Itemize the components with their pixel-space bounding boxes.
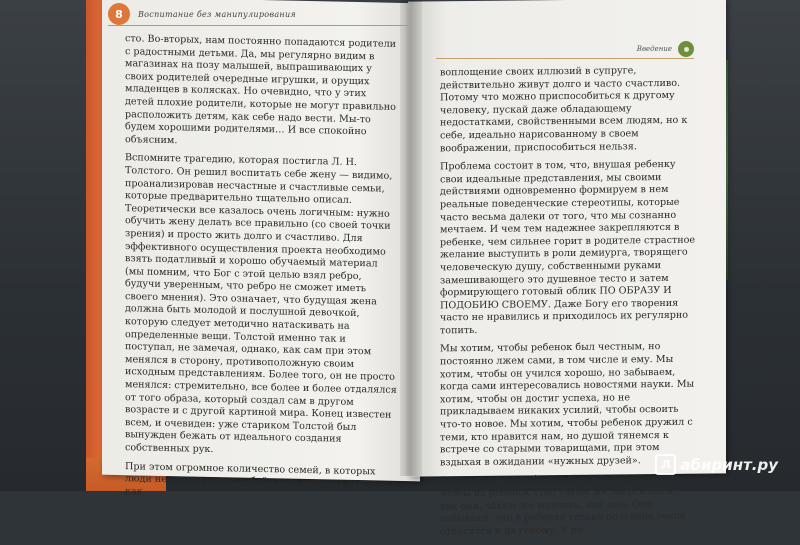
- watermark: [655, 454, 778, 475]
- paragraph: Мы хотим, чтобы ребенок был честным, но постоянно лжем сами, в том числе и ему. Мы хотим, чтобы он учился хорошо, но забываем, когда сами интересовались новостями науки. Мы хотим, чтобы он достиг успеха, но не прикладываем никаких усилий, чтобы освоить что-то новое. Мы хотим, чтобы ребенок дружил с теми, кто нравится нам, но душой тянемся к встрече со старыми товарищами, при этом вздыхая в ожидании «нужных друзей».: [440, 341, 695, 469]
- watermark-text: абиринт.ру: [680, 455, 778, 474]
- book-gutter: [400, 0, 422, 476]
- watermark-logo-icon: Л: [655, 454, 676, 475]
- paragraph: Проблема состоит в том, что, внушая ребенку свои идеальные представления, мы своими действиями одновременно формируем в нем реальные поведенческие стереотипы, которые часто весьма далеки от того, что мы сознанно мечтаем. И чем тем надежнее закрепляются в ребенке, чем сильнее горит в родителе страстное желание выступить в роли демиурга, творящего человеческую душу, собственными руками замешивающего это душевное тесто и затем формирующего готовый облик ПО ОБРАЗУ И ПОДОБИЮ СВОЕМУ. Даже Богу его творения часто не нравились и приходилось их регулярно топить.: [440, 159, 696, 337]
- section-label: Введение: [636, 45, 672, 53]
- paragraph: воплощение своих иллюзий в супруге, действительно живут долго и часто счастливо. Потому что можно приспособиться к другому человеку, пускай даже обладающему недостатками, свойственными всем людям, но к себе, идеально нарисованному в своем воображении, приспособиться нельзя.: [440, 65, 688, 154]
- left-page-header: [108, 3, 408, 26]
- paragraph: сто. Во-вторых, нам постоянно попадаются родители с радостными детьми. Да, мы регулярно видим в магазинах на позу малышей, выпрашивающих у своих родителей очередные игрушки, и орущих младенцев в колясках. Но очевидно, что у этих детей плохие родители, которые не могут правильно расположить детям, как себе надо вести. Мы-то будем хорошими родителями… И все спокойно объясним.: [125, 33, 397, 146]
- paragraph: Есть и вторая проблема. Часто родители хотят, чтобы их ребенок стал таким же энергичным, как они, таким же волевым, как они. Они забывают, что в ребенке только половина генов относится к их геному. У ре-: [440, 473, 686, 538]
- page-marker-icon: [678, 41, 694, 57]
- page-number-badge: 8: [108, 3, 130, 25]
- paragraph: При этом огромное количество семей, в которых люди не ставят перед собой столь высоких задач, как: [125, 460, 379, 498]
- right-page-header: [436, 40, 694, 59]
- paragraph: Вспомните трагедию, которая постигла Л. Н. Толстого. Он решил воспитать себе жену — видимо, проанализировав несчастные и счастливые семьи, которые предварительно тщательно описал. Теоретически все казалось очень логичным: нужно обучить жену делать все правильно (со своей точки зрения) и просто жить долго и счастливо. Для эффективного осуществления проекта необходимо взять податливый и хорошо обучаемый материал (мы помним, что Бог с этой целью взял ребро, будучи уверенным, что ребро не сможет иметь своего мнения). Это означает, что будущая жена должна быть молодой и послушной девочкой, которую следует методично натаскивать на определенные вещи. Толстой именно так и поступал, не замечая, однако, как сам при этом менялся в сторону, противоположную своим исходным представлениям. Более того, он не просто менялся: стремительно, все более и более отдалялся от того образа, который создал сам в другом возрасте и с другой картиной мира. Конец известен всем, и очевиден: уже стариком Толстой был вынужден бежать от идеального создания собственных рук.: [125, 152, 397, 456]
- left-page-text: [125, 33, 397, 510]
- running-title: Воспитание без манипулирования: [138, 9, 297, 19]
